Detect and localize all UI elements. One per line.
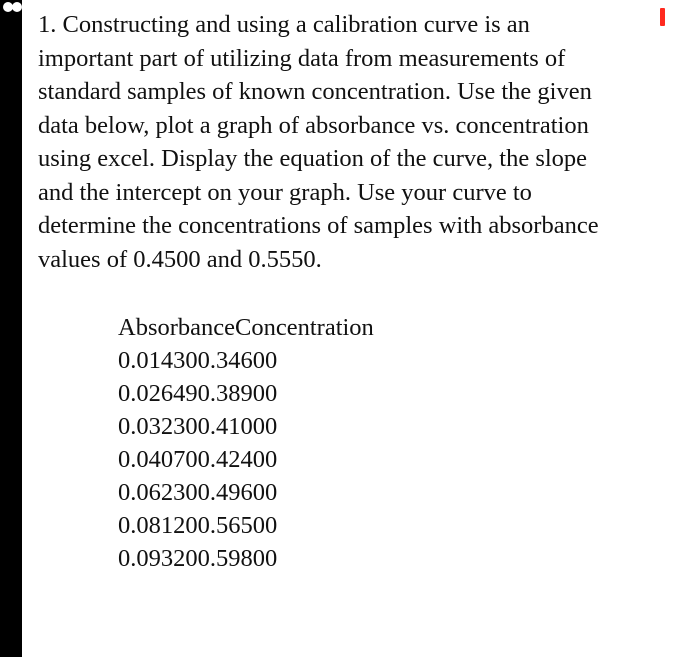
question-line: important part of utilizing data from measurements of: [38, 44, 566, 72]
data-table-row: 0.026490.38900: [118, 380, 278, 407]
left-dot-marker-2: [12, 2, 22, 12]
data-table-row: 0.032300.41000: [118, 413, 278, 440]
question-line: determine the concentrations of samples with absorbance: [38, 212, 599, 239]
question-line: and the intercept on your graph. Use your curve to: [38, 178, 532, 206]
data-table-row: 0.093200.59800: [118, 545, 278, 572]
question-line: standard samples of known concentration. Use the given: [38, 78, 592, 105]
data-table-row: 0.014300.34600: [118, 347, 278, 374]
question-line: values of 0.4500 and 0.5550.: [38, 245, 322, 273]
question-line: using excel. Display the equation of the curve, the slope: [38, 145, 588, 172]
question-line: 1. Constructing and using a calibration curve is an: [38, 11, 530, 38]
data-table: [118, 311, 374, 575]
data-table-row: 0.040700.42400: [118, 446, 278, 473]
question-text: [38, 8, 668, 276]
data-table-header: AbsorbanceConcentration: [118, 314, 374, 341]
data-table-row: 0.062300.49600: [118, 479, 278, 506]
question-line: data below, plot a graph of absorbance vs. concentration: [38, 111, 589, 139]
data-table-row: 0.081200.56500: [118, 512, 278, 539]
